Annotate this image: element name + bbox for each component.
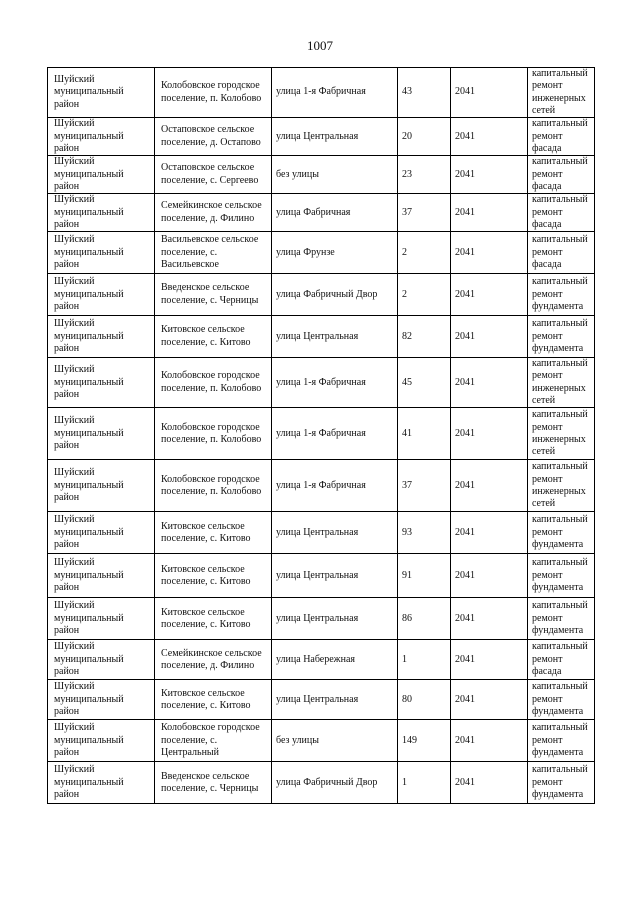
settlement-cell: Колобовское городское поселение, с. Центральный <box>155 720 272 762</box>
street-cell: улица Центральная <box>272 598 398 640</box>
settlement-cell: Семейкинское сельское поселение, д. Филино <box>155 194 272 232</box>
street-cell: улица 1-я Фабричная <box>272 460 398 512</box>
street-cell: улица Фабричный Двор <box>272 274 398 316</box>
page-number: 1007 <box>307 38 333 53</box>
year-cell: 2041 <box>451 640 528 680</box>
works-type-cell: капитальный ремонт фундамента <box>528 554 595 598</box>
district-cell: Шуйский муниципальный район <box>48 156 155 194</box>
table-row <box>48 640 595 680</box>
year-cell: 2041 <box>451 680 528 720</box>
table-row <box>48 232 595 274</box>
table-row <box>48 358 595 408</box>
works-type-cell: капитальный ремонт инженерных сетей <box>528 460 595 512</box>
house-number-cell: 41 <box>398 408 451 460</box>
settlement-cell: Семейкинское сельское поселение, д. Филино <box>155 640 272 680</box>
works-type-cell: капитальный ремонт фундамента <box>528 762 595 804</box>
settlement-cell: Колобовское городское поселение, п. Колобово <box>155 68 272 118</box>
table-row <box>48 316 595 358</box>
house-number-cell: 2 <box>398 232 451 274</box>
street-cell: улица Центральная <box>272 118 398 156</box>
district-cell: Шуйский муниципальный район <box>48 274 155 316</box>
year-cell: 2041 <box>451 274 528 316</box>
table-row <box>48 408 595 460</box>
house-number-cell: 80 <box>398 680 451 720</box>
table-row <box>48 274 595 316</box>
year-cell: 2041 <box>451 156 528 194</box>
table-row <box>48 554 595 598</box>
district-cell: Шуйский муниципальный район <box>48 118 155 156</box>
table-row <box>48 720 595 762</box>
house-number-cell: 86 <box>398 598 451 640</box>
district-cell: Шуйский муниципальный район <box>48 316 155 358</box>
district-cell: Шуйский муниципальный район <box>48 720 155 762</box>
house-number-cell: 37 <box>398 194 451 232</box>
works-type-cell: капитальный ремонт фасада <box>528 118 595 156</box>
street-cell: улица Центральная <box>272 512 398 554</box>
settlement-cell: Колобовское городское поселение, п. Колобово <box>155 460 272 512</box>
year-cell: 2041 <box>451 68 528 118</box>
district-cell: Шуйский муниципальный район <box>48 762 155 804</box>
works-type-cell: капитальный ремонт фасада <box>528 640 595 680</box>
works-type-cell: капитальный ремонт фундамента <box>528 720 595 762</box>
settlement-cell: Китовское сельское поселение, с. Китово <box>155 554 272 598</box>
works-type-cell: капитальный ремонт фасада <box>528 232 595 274</box>
district-cell: Шуйский муниципальный район <box>48 460 155 512</box>
table-row <box>48 680 595 720</box>
settlement-cell: Остаповское сельское поселение, д. Остапово <box>155 118 272 156</box>
house-number-cell: 2 <box>398 274 451 316</box>
street-cell: улица Фабричный Двор <box>272 762 398 804</box>
house-number-cell: 1 <box>398 762 451 804</box>
works-type-cell: капитальный ремонт фасада <box>528 156 595 194</box>
house-number-cell: 37 <box>398 460 451 512</box>
works-type-cell: капитальный ремонт фундамента <box>528 274 595 316</box>
table-row <box>48 762 595 804</box>
house-number-cell: 20 <box>398 118 451 156</box>
district-cell: Шуйский муниципальный район <box>48 512 155 554</box>
settlement-cell: Китовское сельское поселение, с. Китово <box>155 680 272 720</box>
table-row <box>48 68 595 118</box>
settlement-cell: Васильевское сельское поселение, с. Васильевское <box>155 232 272 274</box>
year-cell: 2041 <box>451 408 528 460</box>
street-cell: улица Центральная <box>272 316 398 358</box>
house-number-cell: 82 <box>398 316 451 358</box>
works-type-cell: капитальный ремонт инженерных сетей <box>528 408 595 460</box>
district-cell: Шуйский муниципальный район <box>48 232 155 274</box>
year-cell: 2041 <box>451 232 528 274</box>
district-cell: Шуйский муниципальный район <box>48 68 155 118</box>
works-type-cell: капитальный ремонт фундамента <box>528 512 595 554</box>
district-cell: Шуйский муниципальный район <box>48 640 155 680</box>
housing-repair-table <box>47 67 595 804</box>
house-number-cell: 23 <box>398 156 451 194</box>
house-number-cell: 93 <box>398 512 451 554</box>
street-cell: улица Набережная <box>272 640 398 680</box>
settlement-cell: Введенское сельское поселение, с. Черницы <box>155 762 272 804</box>
works-type-cell: капитальный ремонт фундамента <box>528 680 595 720</box>
year-cell: 2041 <box>451 460 528 512</box>
year-cell: 2041 <box>451 358 528 408</box>
year-cell: 2041 <box>451 598 528 640</box>
street-cell: улица Фабричная <box>272 194 398 232</box>
works-type-cell: капитальный ремонт фасада <box>528 194 595 232</box>
table-row <box>48 460 595 512</box>
works-type-cell: капитальный ремонт фундамента <box>528 316 595 358</box>
house-number-cell: 149 <box>398 720 451 762</box>
table-row <box>48 598 595 640</box>
street-cell: улица 1-я Фабричная <box>272 68 398 118</box>
settlement-cell: Остаповское сельское поселение, с. Сергеево <box>155 156 272 194</box>
street-cell: улица Центральная <box>272 554 398 598</box>
district-cell: Шуйский муниципальный район <box>48 598 155 640</box>
settlement-cell: Введенское сельское поселение, с. Черницы <box>155 274 272 316</box>
street-cell: улица 1-я Фабричная <box>272 358 398 408</box>
table-row <box>48 194 595 232</box>
house-number-cell: 45 <box>398 358 451 408</box>
year-cell: 2041 <box>451 554 528 598</box>
table-row <box>48 512 595 554</box>
house-number-cell: 1 <box>398 640 451 680</box>
settlement-cell: Китовское сельское поселение, с. Китово <box>155 512 272 554</box>
works-type-cell: капитальный ремонт фундамента <box>528 598 595 640</box>
settlement-cell: Китовское сельское поселение, с. Китово <box>155 316 272 358</box>
street-cell: улица 1-я Фабричная <box>272 408 398 460</box>
settlement-cell: Колобовское городское поселение, п. Колобово <box>155 408 272 460</box>
street-cell: улица Центральная <box>272 680 398 720</box>
district-cell: Шуйский муниципальный район <box>48 680 155 720</box>
street-cell: без улицы <box>272 156 398 194</box>
year-cell: 2041 <box>451 512 528 554</box>
district-cell: Шуйский муниципальный район <box>48 408 155 460</box>
settlement-cell: Китовское сельское поселение, с. Китово <box>155 598 272 640</box>
house-number-cell: 91 <box>398 554 451 598</box>
table-body <box>48 68 595 804</box>
works-type-cell: капитальный ремонт инженерных сетей <box>528 68 595 118</box>
table-row <box>48 118 595 156</box>
street-cell: без улицы <box>272 720 398 762</box>
district-cell: Шуйский муниципальный район <box>48 194 155 232</box>
district-cell: Шуйский муниципальный район <box>48 358 155 408</box>
year-cell: 2041 <box>451 762 528 804</box>
year-cell: 2041 <box>451 316 528 358</box>
house-number-cell: 43 <box>398 68 451 118</box>
year-cell: 2041 <box>451 118 528 156</box>
works-type-cell: капитальный ремонт инженерных сетей <box>528 358 595 408</box>
year-cell: 2041 <box>451 194 528 232</box>
settlement-cell: Колобовское городское поселение, п. Колобово <box>155 358 272 408</box>
district-cell: Шуйский муниципальный район <box>48 554 155 598</box>
street-cell: улица Фрунзе <box>272 232 398 274</box>
table-row <box>48 156 595 194</box>
year-cell: 2041 <box>451 720 528 762</box>
